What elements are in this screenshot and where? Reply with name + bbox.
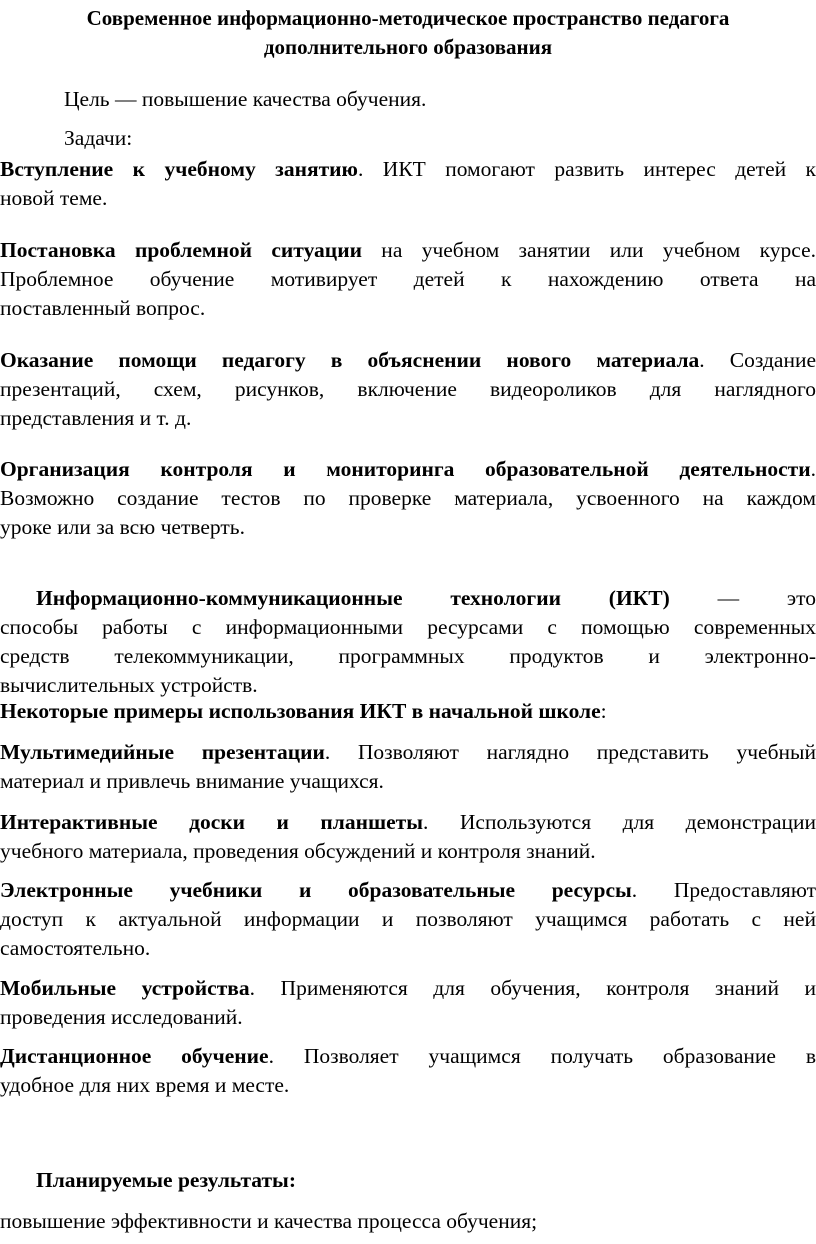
example-5-text-cont: удобное для них время и месте. — [0, 1073, 290, 1097]
task-2-text: на учебном занятии или учебном курсе. — [361, 238, 816, 262]
task-2-title: Постановка проблемной ситуации — [0, 238, 362, 262]
example-item-3 — [0, 876, 816, 963]
examples-heading-colon: : — [600, 699, 607, 723]
examples-heading-text: Некоторые примеры использования ИКТ в начальной школе — [0, 699, 601, 723]
example-3-title: Электронные учебники и образовательные ресурсы — [0, 878, 632, 902]
task-1-text-cont: новой теме. — [0, 186, 108, 210]
example-1-text-cont: материал и привлечь внимание учащихся. — [0, 769, 384, 793]
example-item-2 — [0, 808, 816, 866]
example-item-4 — [0, 974, 816, 1032]
task-item-1 — [0, 155, 816, 213]
ict-definition — [0, 584, 816, 700]
task-4-title: Организация контроля и мониторинга образовательной деятельности — [0, 457, 811, 481]
example-2-text-cont: учебного материала, проведения обсуждений и контроля знаний. — [0, 839, 596, 863]
example-4-text-cont: проведения исследований. — [0, 1005, 243, 1029]
example-3-text-end: самостоятельно. — [0, 936, 151, 960]
task-1-title: Вступление к учебному занятию — [0, 157, 358, 181]
task-2-text-cont: Проблемное обучение мотивирует детей к нахождению ответа на — [0, 267, 816, 291]
ict-text-line-4: вычислительных устройств. — [0, 673, 258, 697]
task-1-text: . ИКТ помогают развить интерес детей к — [357, 157, 816, 181]
task-item-3 — [0, 346, 816, 433]
example-5-title: Дистанционное обучение — [0, 1044, 269, 1068]
ict-term: Информационно-коммуникационные технологии (ИКТ) — [36, 586, 670, 610]
task-4-text-cont: Возможно создание тестов по проверке материала, усвоенного на каждом — [0, 486, 816, 510]
example-3-text: . Предоставляют — [631, 878, 816, 902]
task-item-4 — [0, 455, 816, 542]
goal-paragraph: Цель — повышение качества обучения. — [64, 87, 427, 111]
task-3-text: . Создание — [699, 348, 816, 372]
ict-text: — это — [669, 586, 816, 610]
ict-text-line-3: средств телекоммуникации, программных продуктов и электронно- — [0, 644, 816, 668]
example-1-text: . Позволяют наглядно представить учебный — [324, 740, 816, 764]
example-4-text: . Применяются для обучения, контроля знаний и — [249, 976, 816, 1000]
title-line-2: дополнительного образования — [263, 35, 553, 59]
examples-heading — [0, 697, 816, 726]
example-2-text: . Используются для демонстрации — [423, 810, 816, 834]
example-4-title: Мобильные устройства — [0, 976, 250, 1000]
document-title — [0, 4, 816, 62]
task-2-text-end: поставленный вопрос. — [0, 296, 206, 320]
results-heading — [0, 1166, 816, 1195]
example-item-5 — [0, 1042, 816, 1100]
example-2-title: Интерактивные доски и планшеты — [0, 810, 424, 834]
task-4-text-end: уроке или за всю четверть. — [0, 515, 245, 539]
example-3-text-cont: доступ к актуальной информации и позволяют учащимся работать с ней — [0, 907, 816, 931]
task-3-text-end: представления и т. д. — [0, 406, 192, 430]
task-item-2 — [0, 236, 816, 323]
results-heading-text: Планируемые результаты: — [36, 1168, 297, 1192]
task-3-text-cont: презентаций, схем, рисунков, включение видеороликов для наглядного — [0, 377, 816, 401]
example-item-1 — [0, 738, 816, 796]
ict-text-line-2: способы работы с информационными ресурсами с помощью современных — [0, 615, 816, 639]
tasks-label: Задачи: — [64, 126, 133, 150]
results-line-1: повышение эффективности и качества процесса обучения; — [0, 1209, 538, 1233]
example-1-title: Мультимедийные презентации — [0, 740, 325, 764]
task-3-title: Оказание помощи педагогу в объяснении нового материала — [0, 348, 700, 372]
task-4-text: . — [810, 457, 816, 481]
title-line-1: Современное информационно-методическое пространство педагога — [86, 6, 730, 30]
example-5-text: . Позволяет учащимся получать образование в — [268, 1044, 816, 1068]
